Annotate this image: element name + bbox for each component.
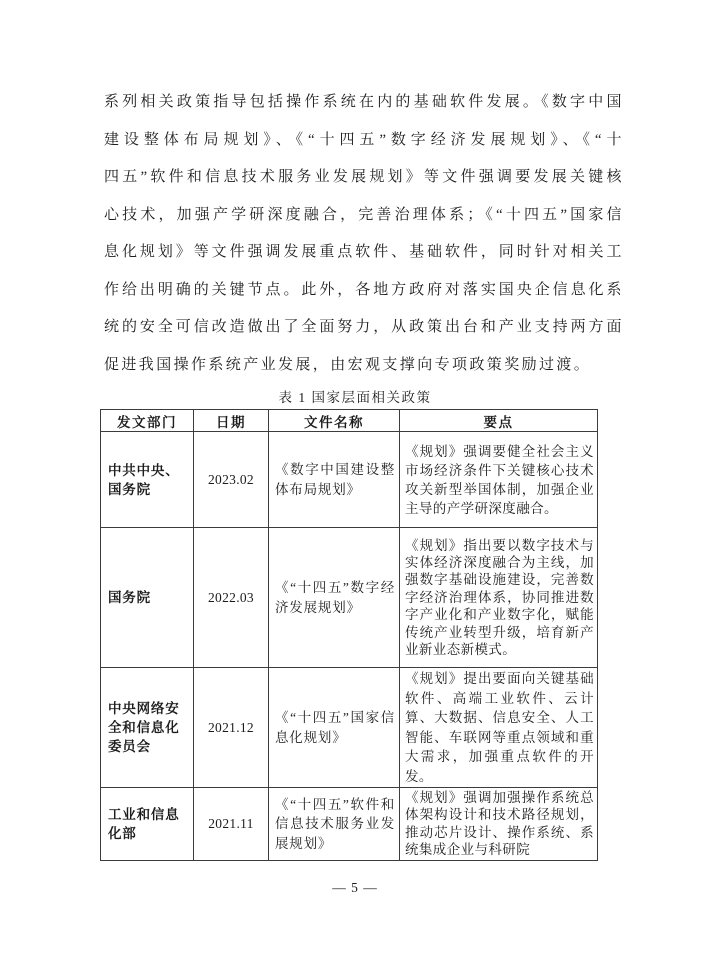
header-date: 日期 bbox=[194, 410, 269, 432]
cell-points: 《规划》强调要健全社会主义市场经济条件下关键核心技术攻关新型举国体制，加强企业主导的产学研深度融合。 bbox=[400, 432, 598, 528]
table-caption: 表 1 国家层面相关政策 bbox=[278, 390, 432, 405]
cell-document: 《“十四五”数字经济发展规划》 bbox=[269, 528, 400, 668]
cell-date: 2021.11 bbox=[194, 788, 269, 861]
header-department: 发文部门 bbox=[101, 410, 194, 432]
cell-document: 《数字中国建设整体布局规划》 bbox=[269, 432, 400, 528]
header-points: 要点 bbox=[400, 410, 598, 432]
cell-department: 中共中央、国务院 bbox=[101, 432, 194, 528]
body-paragraph bbox=[104, 84, 622, 384]
paragraph-line: 建设整体布局规划》、《“十四五”数字经济发展规划》、《“十 bbox=[104, 131, 622, 148]
policy-table bbox=[100, 409, 598, 861]
table-row bbox=[101, 432, 598, 528]
cell-document: 《“十四五”国家信息化规划》 bbox=[269, 668, 400, 788]
cell-date: 2021.12 bbox=[194, 668, 269, 788]
cell-points: 《规划》强调加强操作系统总体架构设计和技术路径规划，推动芯片设计、操作系统、系统集成企业与科研院 bbox=[400, 788, 598, 861]
cell-department: 国务院 bbox=[101, 528, 194, 668]
cell-points: 《规划》提出要面向关键基础软件、高端工业软件、云计算、大数据、信息安全、人工智能、车联网等重点领域和重大需求，加强重点软件的开发。 bbox=[400, 668, 598, 788]
page-number: — 5 — bbox=[332, 880, 378, 895]
table-row bbox=[101, 788, 598, 861]
table-header-row bbox=[101, 410, 598, 432]
table-row bbox=[101, 668, 598, 788]
cell-points: 《规划》指出要以数字技术与实体经济深度融合为主线，加强数字基础设施建设，完善数字经济治理体系，协同推进数字产业化和产业数字化，赋能传统产业转型升级，培育新产业新业态新模式。 bbox=[400, 528, 598, 668]
table-row bbox=[101, 528, 598, 668]
cell-date: 2022.03 bbox=[194, 528, 269, 668]
paragraph-line: 心技术，加强产学研深度融合，完善治理体系；《“十四五”国家信 bbox=[104, 206, 622, 223]
paragraph-line: 四五”软件和信息技术服务业发展规划》等文件强调要发展关键核 bbox=[104, 169, 622, 185]
paragraph-line: 系列相关政策指导包括操作系统在内的基础软件发展。《数字中国 bbox=[104, 94, 622, 110]
cell-department: 工业和信息化部 bbox=[101, 788, 194, 861]
cell-department: 中央网络安全和信息化委员会 bbox=[101, 668, 194, 788]
header-document: 文件名称 bbox=[269, 410, 400, 432]
paragraph-line: 统的安全可信改造做出了全面努力，从政策出台和产业支持两方面 bbox=[104, 319, 622, 335]
paragraph-line: 作给出明确的关键节点。此外，各地方政府对落实国央企信息化系 bbox=[104, 281, 622, 298]
paragraph-line: 息化规划》等文件强调发展重点软件、基础软件，同时针对相关工 bbox=[104, 244, 622, 260]
cell-document: 《“十四五”软件和信息技术服务业发展规划》 bbox=[269, 788, 400, 861]
cell-date: 2023.02 bbox=[194, 432, 269, 528]
paragraph-line: 促进我国操作系统产业发展，由宏观支撑向专项政策奖励过渡。 bbox=[104, 356, 592, 373]
